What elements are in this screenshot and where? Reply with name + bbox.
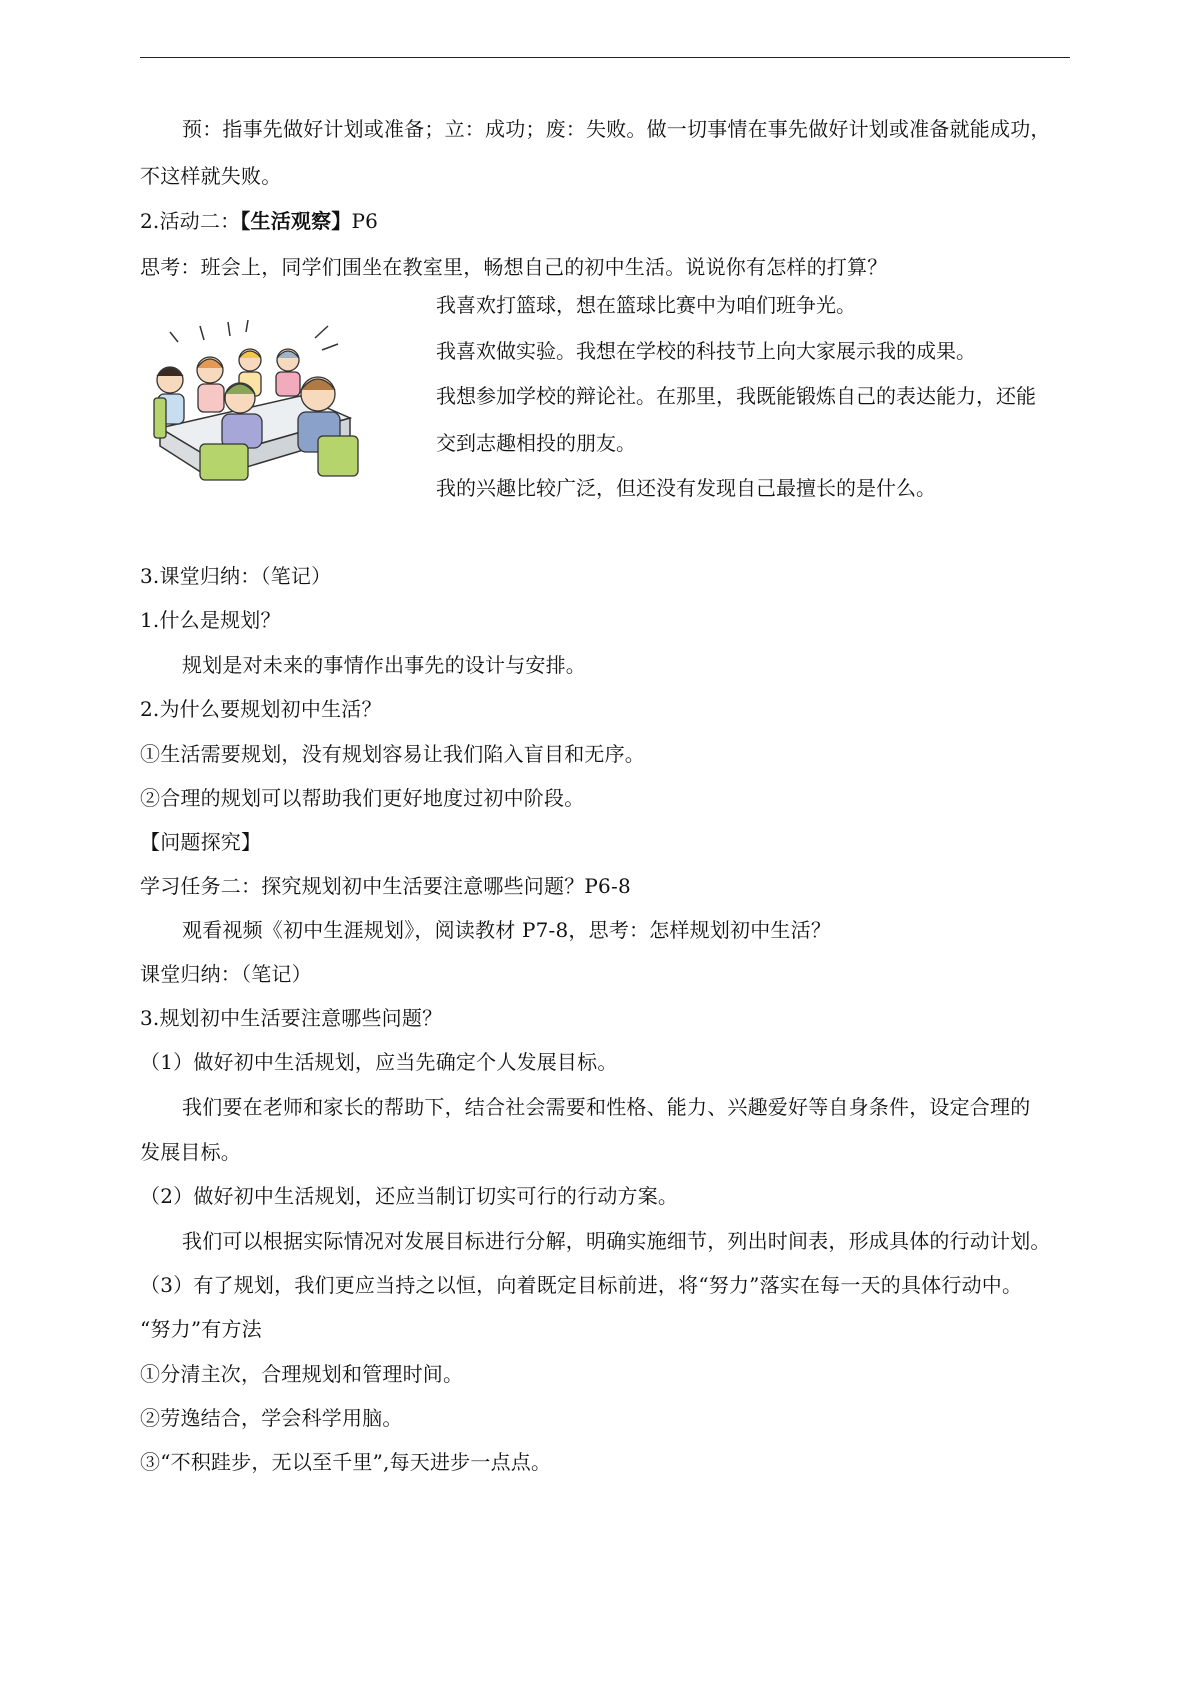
effort-method-heading: “努力”有方法 bbox=[140, 1317, 262, 1341]
activity-2-prefix: 2.活动二： bbox=[140, 209, 241, 233]
point-2: （2）做好初中生活规划，还应当制订切实可行的行动方案。 bbox=[140, 1184, 679, 1208]
classroom-meeting-illustration bbox=[140, 318, 380, 508]
speech-interests: 我的兴趣比较广泛，但还没有发现自己最擅长的是什么。 bbox=[436, 476, 936, 500]
method-2: ②劳逸结合，学会科学用脑。 bbox=[140, 1406, 403, 1430]
watch-video-prompt: 观看视频《初中生涯规划》，阅读教材 P7-8，思考：怎样规划初中生活？ bbox=[182, 918, 832, 942]
point-3: （3）有了规划，我们更应当持之以恒，向着既定目标前进，将“努力”落实在每一天的具体行动中。 bbox=[140, 1273, 1023, 1297]
learning-task-2: 学习任务二：探究规划初中生活要注意哪些问题？P6-8 bbox=[140, 874, 631, 898]
answer-why-plan-1: ①生活需要规划，没有规划容易让我们陷入盲目和无序。 bbox=[140, 742, 645, 766]
question-what-is-planning: 1.什么是规划？ bbox=[140, 608, 281, 632]
activity-2-tag: 【生活观察】 bbox=[240, 209, 352, 233]
speech-experiment: 我喜欢做实验。我想在学校的科技节上向大家展示我的成果。 bbox=[436, 339, 976, 363]
question-what-to-note: 3.规划初中生活要注意哪些问题？ bbox=[140, 1006, 443, 1030]
activity-2-heading bbox=[140, 208, 1070, 234]
method-3: ③“不积跬步，无以至千里”,每天进步一点点。 bbox=[140, 1450, 552, 1474]
point-2-text: 我们可以根据实际情况对发展目标进行分解，明确实施细节，列出时间表，形成具体的行动计划。 bbox=[182, 1229, 1051, 1253]
point-1: （1）做好初中生活规划，应当先确定个人发展目标。 bbox=[140, 1050, 618, 1074]
answer-what-is-planning: 规划是对未来的事情作出事先的设计与安排。 bbox=[182, 653, 586, 677]
speech-debate-2: 交到志趣相投的朋友。 bbox=[436, 431, 636, 455]
summary-2-heading: 课堂归纳：（笔记） bbox=[140, 962, 312, 986]
summary-1-heading: 3.课堂归纳：（笔记） bbox=[140, 564, 332, 588]
activity-2-page: P6 bbox=[351, 209, 379, 233]
answer-why-plan-2: ②合理的规划可以帮助我们更好地度过初中阶段。 bbox=[140, 786, 585, 810]
point-1-text-a: 我们要在老师和家长的帮助下，结合社会需要和性格、能力、兴趣爱好等自身条件，设定合理的 bbox=[182, 1095, 1031, 1119]
speech-basketball: 我喜欢打篮球，想在篮球比赛中为咱们班争光。 bbox=[436, 293, 856, 317]
point-1-text-b: 发展目标。 bbox=[140, 1140, 241, 1164]
question-why-plan: 2.为什么要规划初中生活？ bbox=[140, 697, 382, 721]
explore-heading: 【问题探究】 bbox=[140, 830, 262, 854]
header-rule bbox=[140, 57, 1070, 58]
intro-line-1: 预：指事先做好计划或准备；立：成功；废：失败。做一切事情在事先做好计划或准备就能成功， bbox=[182, 117, 1051, 141]
intro-line-2: 不这样就失败。 bbox=[140, 164, 282, 188]
method-1: ①分清主次，合理规划和管理时间。 bbox=[140, 1362, 464, 1386]
think-prompt: 思考：班会上，同学们围坐在教室里，畅想自己的初中生活。说说你有怎样的打算？ bbox=[140, 255, 888, 279]
speech-debate-1: 我想参加学校的辩论社。在那里，我既能锻炼自己的表达能力，还能 bbox=[436, 384, 1036, 408]
